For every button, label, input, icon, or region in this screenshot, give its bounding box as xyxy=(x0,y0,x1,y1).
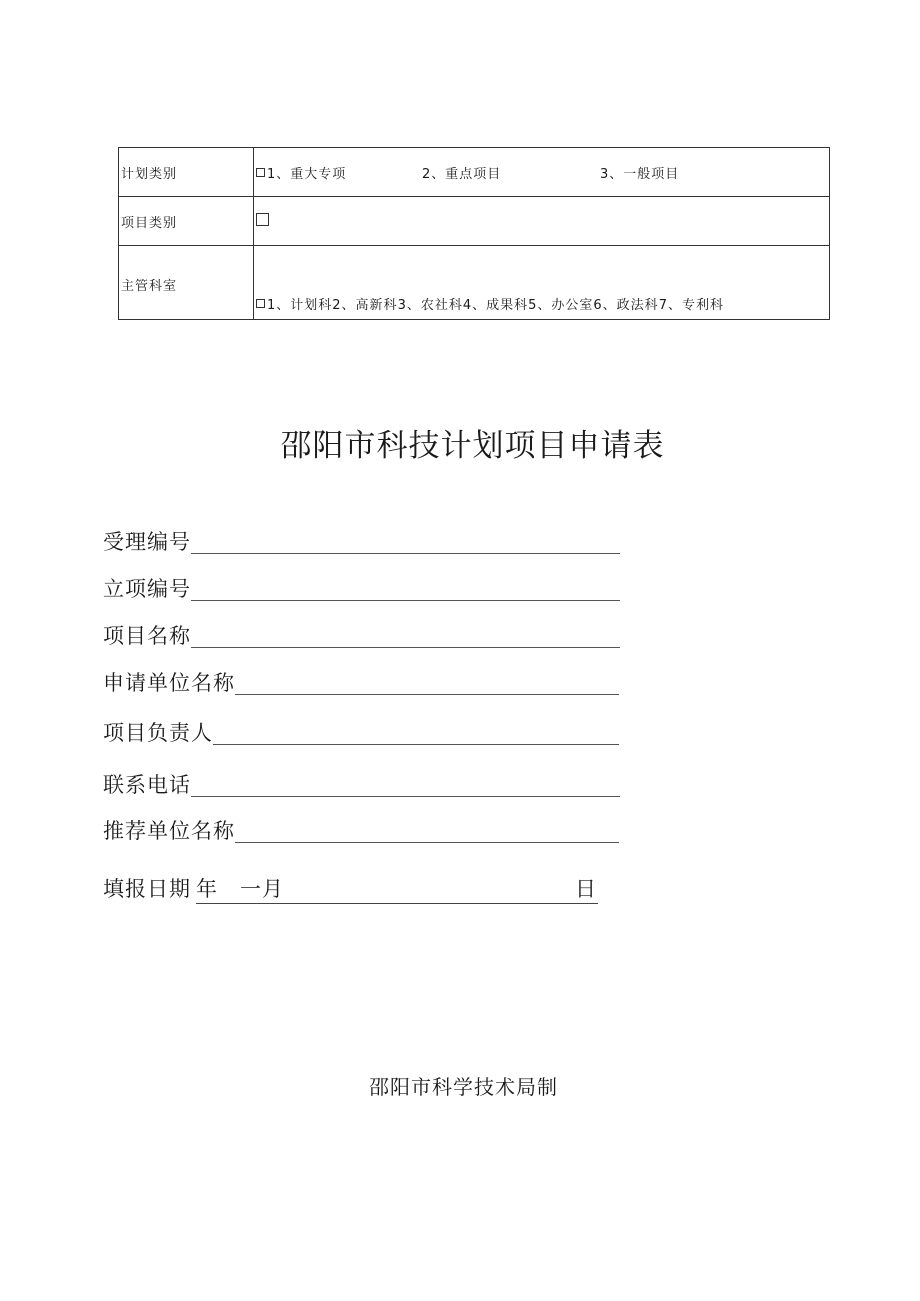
classification-table xyxy=(118,147,830,320)
form-field-project-leader xyxy=(103,712,619,746)
form-field-recommending-unit xyxy=(103,810,619,844)
acceptance-number-input[interactable] xyxy=(191,552,620,554)
plan-category-row xyxy=(119,148,830,197)
field-label: 立项编号 xyxy=(103,577,191,601)
page-title: 邵阳市科技计划项目申请表 xyxy=(280,428,665,464)
field-label: 项目名称 xyxy=(103,624,191,648)
dept-option-agri-social[interactable]: 3、农社科 xyxy=(397,298,463,313)
checkbox-icon[interactable] xyxy=(256,168,265,177)
approval-number-input[interactable] xyxy=(191,599,620,601)
date-month-label: 一月 xyxy=(240,877,284,901)
form-field-approval-number xyxy=(103,568,620,602)
project-category-row xyxy=(119,197,830,246)
department-label-cell xyxy=(119,246,254,320)
plan-category-options xyxy=(254,148,830,197)
dept-option-hightech[interactable]: 2、高新科 xyxy=(332,298,398,313)
plan-option-key[interactable]: 2、重点项目 xyxy=(422,166,502,182)
date-label: 填报日期 xyxy=(103,877,191,901)
checkbox-icon[interactable] xyxy=(256,213,269,226)
project-leader-input[interactable] xyxy=(213,743,619,745)
form-field-phone xyxy=(103,764,620,798)
project-name-input[interactable] xyxy=(191,646,620,648)
plan-option-general[interactable]: 3、一般项目 xyxy=(600,166,680,182)
field-label: 申请单位名称 xyxy=(103,671,235,695)
date-year-label: 年 xyxy=(196,877,218,901)
form-field-project-name xyxy=(103,615,620,649)
department-row xyxy=(119,246,830,320)
form-field-applicant-unit xyxy=(103,662,619,696)
applicant-unit-input[interactable] xyxy=(235,693,619,695)
dept-option-legal[interactable]: 6、政法科 xyxy=(593,298,659,313)
project-category-cell xyxy=(254,197,830,246)
department-options xyxy=(254,246,830,320)
dept-option-achievements[interactable]: 4、成果科 xyxy=(462,298,529,313)
phone-input[interactable] xyxy=(191,795,620,797)
form-field-fill-date xyxy=(103,872,598,904)
form-field-acceptance-number xyxy=(103,521,620,555)
department-label: 主管科室 xyxy=(121,279,178,294)
checkbox-icon[interactable] xyxy=(256,299,265,308)
field-label: 项目负责人 xyxy=(103,721,213,745)
dept-option-patent[interactable]: 7、专利科 xyxy=(658,298,724,313)
field-label: 推荐单位名称 xyxy=(103,819,235,843)
field-label: 受理编号 xyxy=(103,530,191,554)
issuer: 邵阳市科学技术局制 xyxy=(369,1075,558,1099)
date-day-label: 日 xyxy=(575,877,597,901)
dept-option-office[interactable]: 5、办公室 xyxy=(528,298,594,313)
field-label: 联系电话 xyxy=(103,773,191,797)
dept-option-planning[interactable]: 1、计划科 xyxy=(267,298,333,313)
project-category-label: 项目类别 xyxy=(119,197,254,246)
plan-option-major[interactable]: 1、重大专项 xyxy=(256,163,422,182)
plan-category-label: 计划类别 xyxy=(119,148,254,197)
recommending-unit-input[interactable] xyxy=(235,841,619,843)
